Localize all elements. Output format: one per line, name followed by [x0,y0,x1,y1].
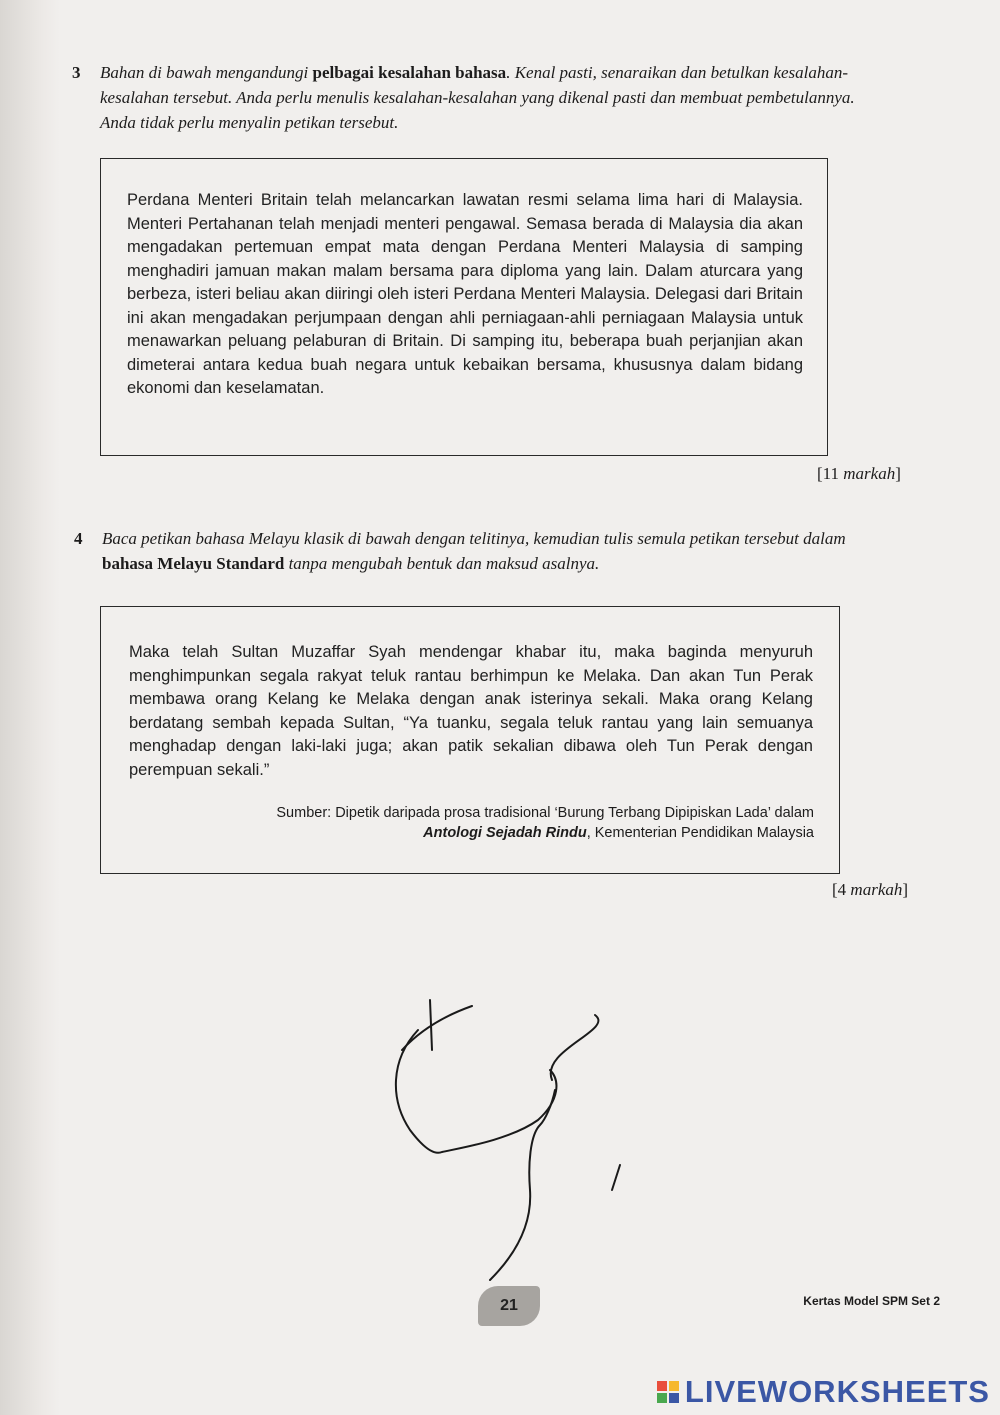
question-4-passage: Maka telah Sultan Muzaffar Syah mendengar khabar itu, maka baginda menyuruh menghimpunkan segala rakyat teluk rantau berhimpun ke Melaka. Dan akan Tun Perak membawa orang Kelang ke Melaka dengan anak isterinya sekali. Maka orang Kelang berdatang sembah kepada Sultan, “Ya tuanku, segala teluk rantau yang lain semuanya menghadap dengan laki-laki juga; akan patik sekalian dibawa oleh Tun Perak dengan perempuan sekali.” [129,643,813,779]
question-3-marks: [11 markah] [817,464,901,483]
liveworksheets-logo-icon [657,1381,679,1403]
question-4-instruction: Baca petikan bahasa Melayu klasik di bawah dengan telitinya, kemudian tulis semula petikan tersebut dalam bahasa Melayu Standard tanpa mengubah bentuk dan maksud asalnya. [102,529,846,573]
question-3 [72,60,872,140]
page-number-badge: 21 [478,1286,540,1326]
pen-scribble-drawing [380,990,640,1290]
question-3-instruction: Bahan di bawah mengandungi pelbagai kesalahan bahasa. Kenal pasti, senaraikan dan betulkan kesalahan-kesalahan tersebut. Anda perlu menulis kesalahan-kesalahan yang dikenal pasti dan membuat pembetulannya. Anda tidak perlu menyalin petikan tersebut. [100,63,855,132]
question-4-source: Sumber: Dipetik daripada prosa tradisional ‘Burung Terbang Dipipiskan Lada’ dalam Antologi Sejadah Rindu, Kementerian Pendidikan Malaysia [276,805,814,841]
watermark-text: LIVEWORKSHEETS [684,1374,990,1409]
question-4 [74,526,874,586]
question-3-passage-box [100,158,828,456]
page-edge-shadow [0,0,60,1415]
question-3-passage: Perdana Menteri Britain telah melancarkan lawatan resmi selama lima hari di Malaysia. Menteri Pertahanan telah menjadi menteri pengawal. Semasa berada di Malaysia dia akan mengadakan pertemuan empat mata dengan Perdana Menteri Malaysia di samping menghadiri jamuan makan malam bersama para diploma yang lain. Dalam aturcara yang berbeza, isteri beliau akan diiringi oleh isteri Perdana Menteri Malaysia. Delegasi dari Britain ini akan mengadakan perjumpaan dengan ahli perniagaan-ahli perniagaan Malaysia untuk menawarkan peluang pelaburan di Britain. Di samping itu, beberapa buah perjanjian akan dimeterai antara kedua buah negara untuk kebaikan bersama, khususnya dalam bidang ekonomi dan keselamatan. [127,191,803,397]
question-4-number: 4 [74,529,83,548]
question-4-marks: [4 markah] [832,880,909,899]
footer-title: Kertas Model SPM Set 2 [803,1294,940,1308]
question-3-number: 3 [72,63,81,82]
liveworksheets-watermark [657,1372,990,1412]
source-book-title: Antologi Sejadah Rindu [423,825,587,841]
